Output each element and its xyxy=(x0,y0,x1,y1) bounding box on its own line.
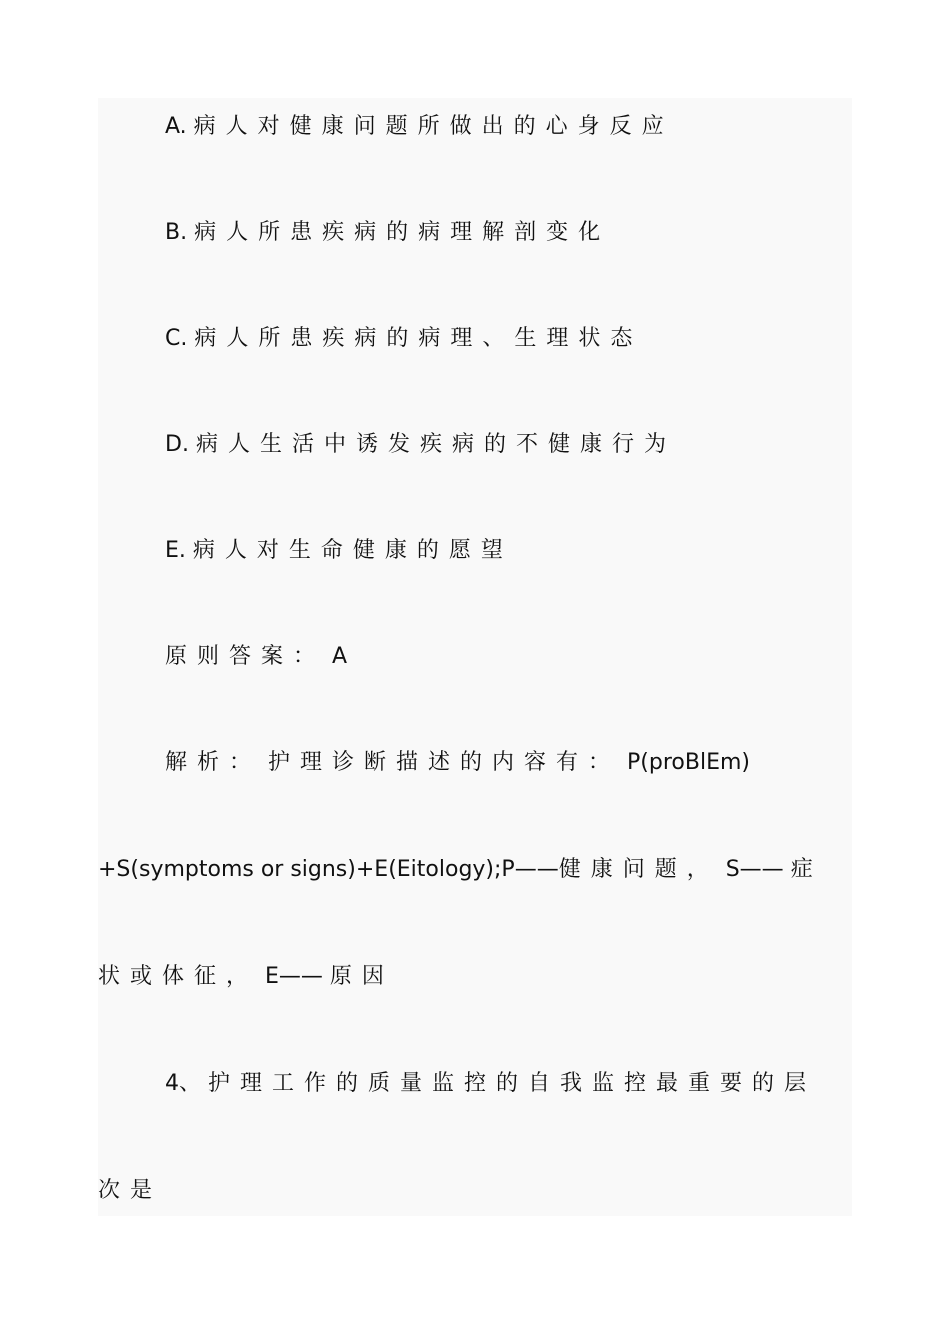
option-text: 病人所患疾病的病理、生理状态 xyxy=(194,326,643,351)
question-text-continued: 次是 xyxy=(98,1178,163,1203)
analysis-formula: P(proBlEm) xyxy=(627,750,750,775)
analysis-text: 护理诊断描述的内容有： xyxy=(268,750,621,775)
option-text: 病人生活中诱发疾病的不健康行为 xyxy=(195,432,676,457)
question-text: 护理工作的质量监控的自我监控最重要的层 xyxy=(208,1071,817,1096)
option-d xyxy=(165,430,676,460)
option-letter: B. xyxy=(165,220,188,245)
answer-line xyxy=(165,642,347,672)
option-e xyxy=(165,536,513,566)
analysis-line-1 xyxy=(165,748,750,778)
question-4-line-1 xyxy=(165,1069,816,1099)
option-text: 病人所患疾病的病理解剖变化 xyxy=(194,220,611,245)
option-letter: C. xyxy=(165,326,188,351)
option-text: 病人对生命健康的愿望 xyxy=(192,538,513,563)
answer-label: 原则答案： xyxy=(165,644,326,669)
option-c xyxy=(165,324,642,354)
analysis-line-2 xyxy=(98,855,813,885)
analysis-s-meaning-end: 状或体征， xyxy=(98,964,259,989)
analysis-e-prefix: E—— xyxy=(265,964,323,989)
analysis-formula-continued: +S(symptoms or signs)+E(Eitology);P—— xyxy=(98,857,559,882)
answer-value: A xyxy=(332,644,348,669)
analysis-s-prefix: S—— xyxy=(725,857,784,882)
option-text: 病人对健康问题所做出的心身反应 xyxy=(193,114,674,139)
analysis-label: 解析： xyxy=(165,750,262,775)
question-number: 4、 xyxy=(165,1071,201,1096)
analysis-e-meaning: 原因 xyxy=(329,964,394,989)
option-letter: E. xyxy=(165,538,186,563)
analysis-s-meaning-start: 症 xyxy=(790,857,813,882)
option-letter: D. xyxy=(165,432,189,457)
analysis-line-3 xyxy=(98,962,394,992)
analysis-p-meaning: 健康问题， xyxy=(558,857,719,882)
option-a xyxy=(165,112,674,142)
question-4-line-2 xyxy=(98,1176,162,1206)
option-letter: A. xyxy=(165,114,187,139)
option-b xyxy=(165,218,610,248)
